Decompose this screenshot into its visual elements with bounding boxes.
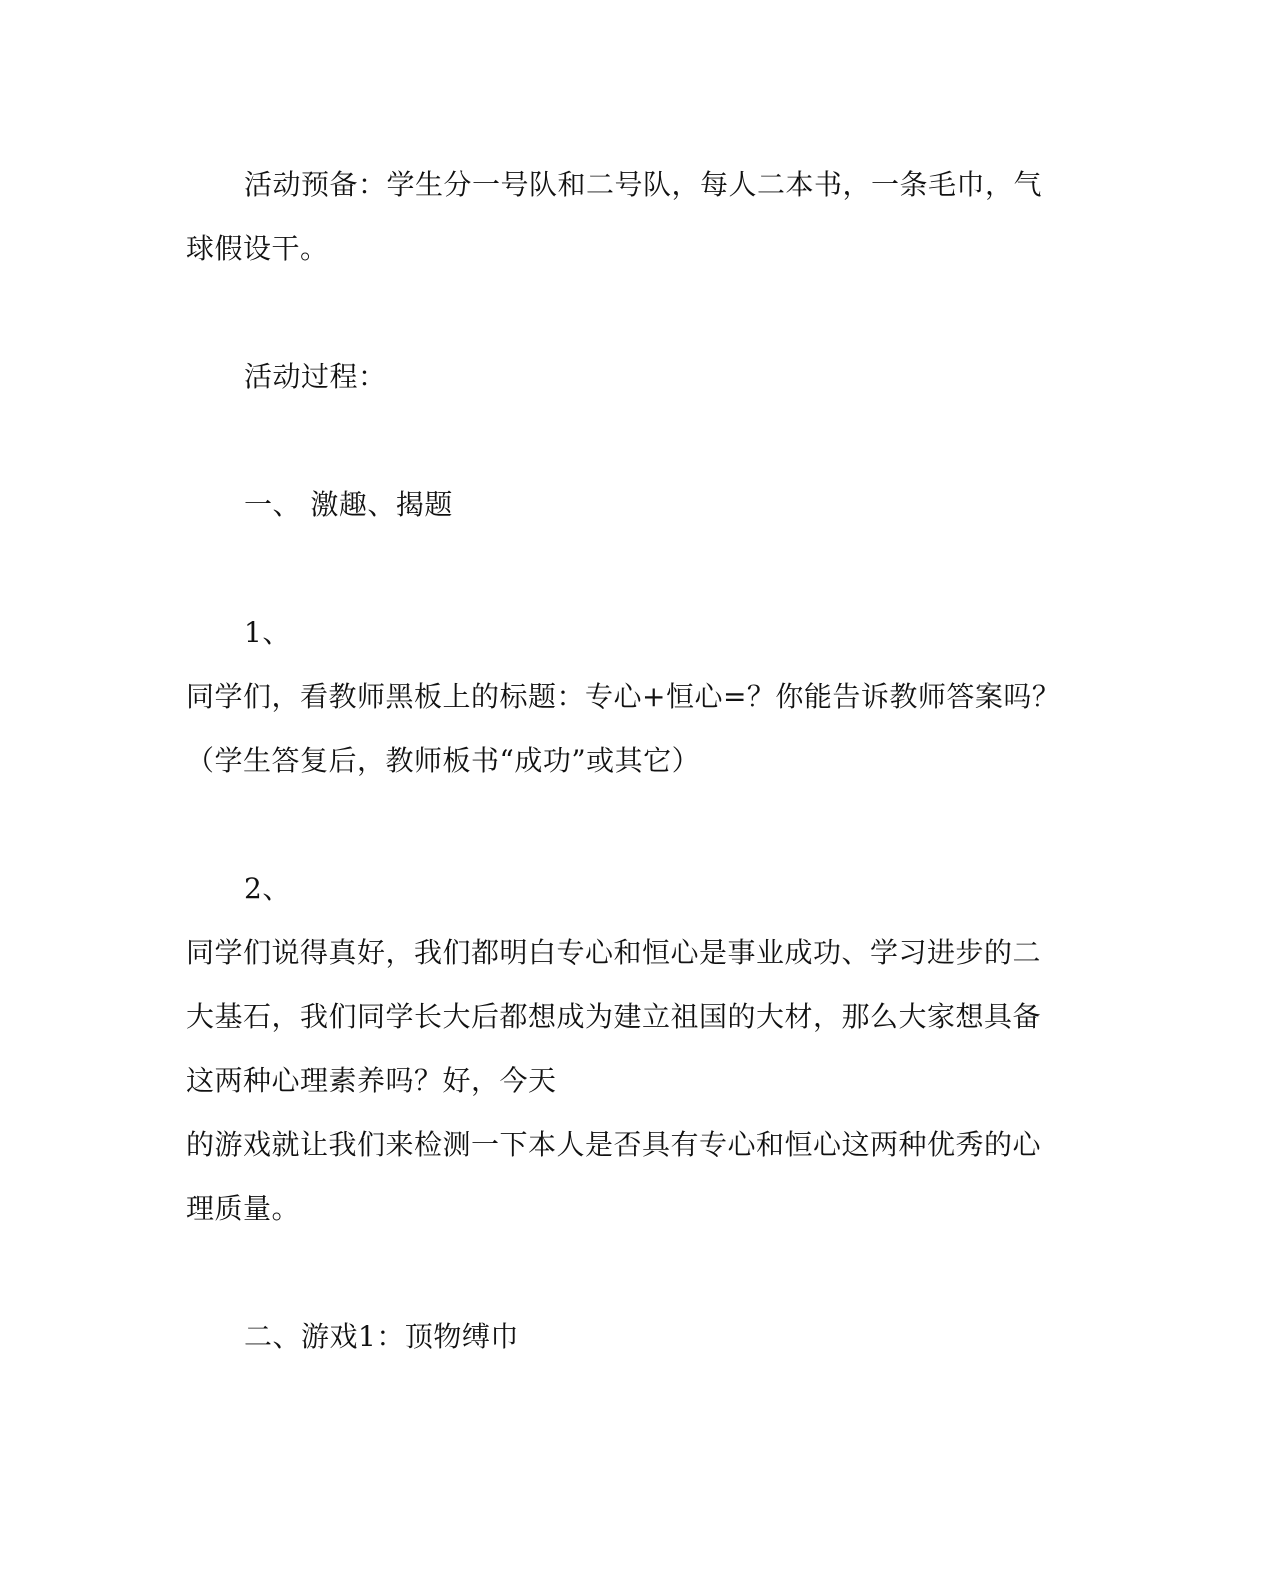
section-one-heading: 一、 激趣、揭题: [244, 488, 453, 521]
item-2-text-line-5: 理质量。: [186, 1192, 301, 1225]
item-1-text-line-2: （学生答复后，教师板书“成功”或其它）: [186, 744, 701, 777]
item-1-text-line-1: 同学们，看教师黑板上的标题：专心+恒心=？你能告诉教师答案吗？: [186, 680, 1061, 713]
item-1-number: 1、: [244, 616, 291, 649]
item-2-text-line-4: 的游戏就让我们来检测一下本人是否具有专心和恒心这两种优秀的心: [186, 1128, 1042, 1161]
activity-preparation-line-1: 活动预备：学生分一号队和二号队，每人二本书，一条毛巾，气: [244, 168, 1043, 201]
section-two-heading: 二、游戏1：顶物缚巾: [244, 1320, 519, 1353]
item-2-text-line-1: 同学们说得真好，我们都明白专心和恒心是事业成功、学习进步的二: [186, 936, 1042, 969]
activity-preparation-line-2: 球假设干。: [186, 232, 329, 265]
item-2-text-line-3: 这两种心理素养吗？好，今天: [186, 1064, 557, 1097]
activity-process-heading: 活动过程：: [244, 360, 387, 393]
item-2-text-line-2: 大基石，我们同学长大后都想成为建立祖国的大材，那么大家想具备: [186, 1000, 1042, 1033]
item-2-number: 2、: [244, 872, 291, 905]
